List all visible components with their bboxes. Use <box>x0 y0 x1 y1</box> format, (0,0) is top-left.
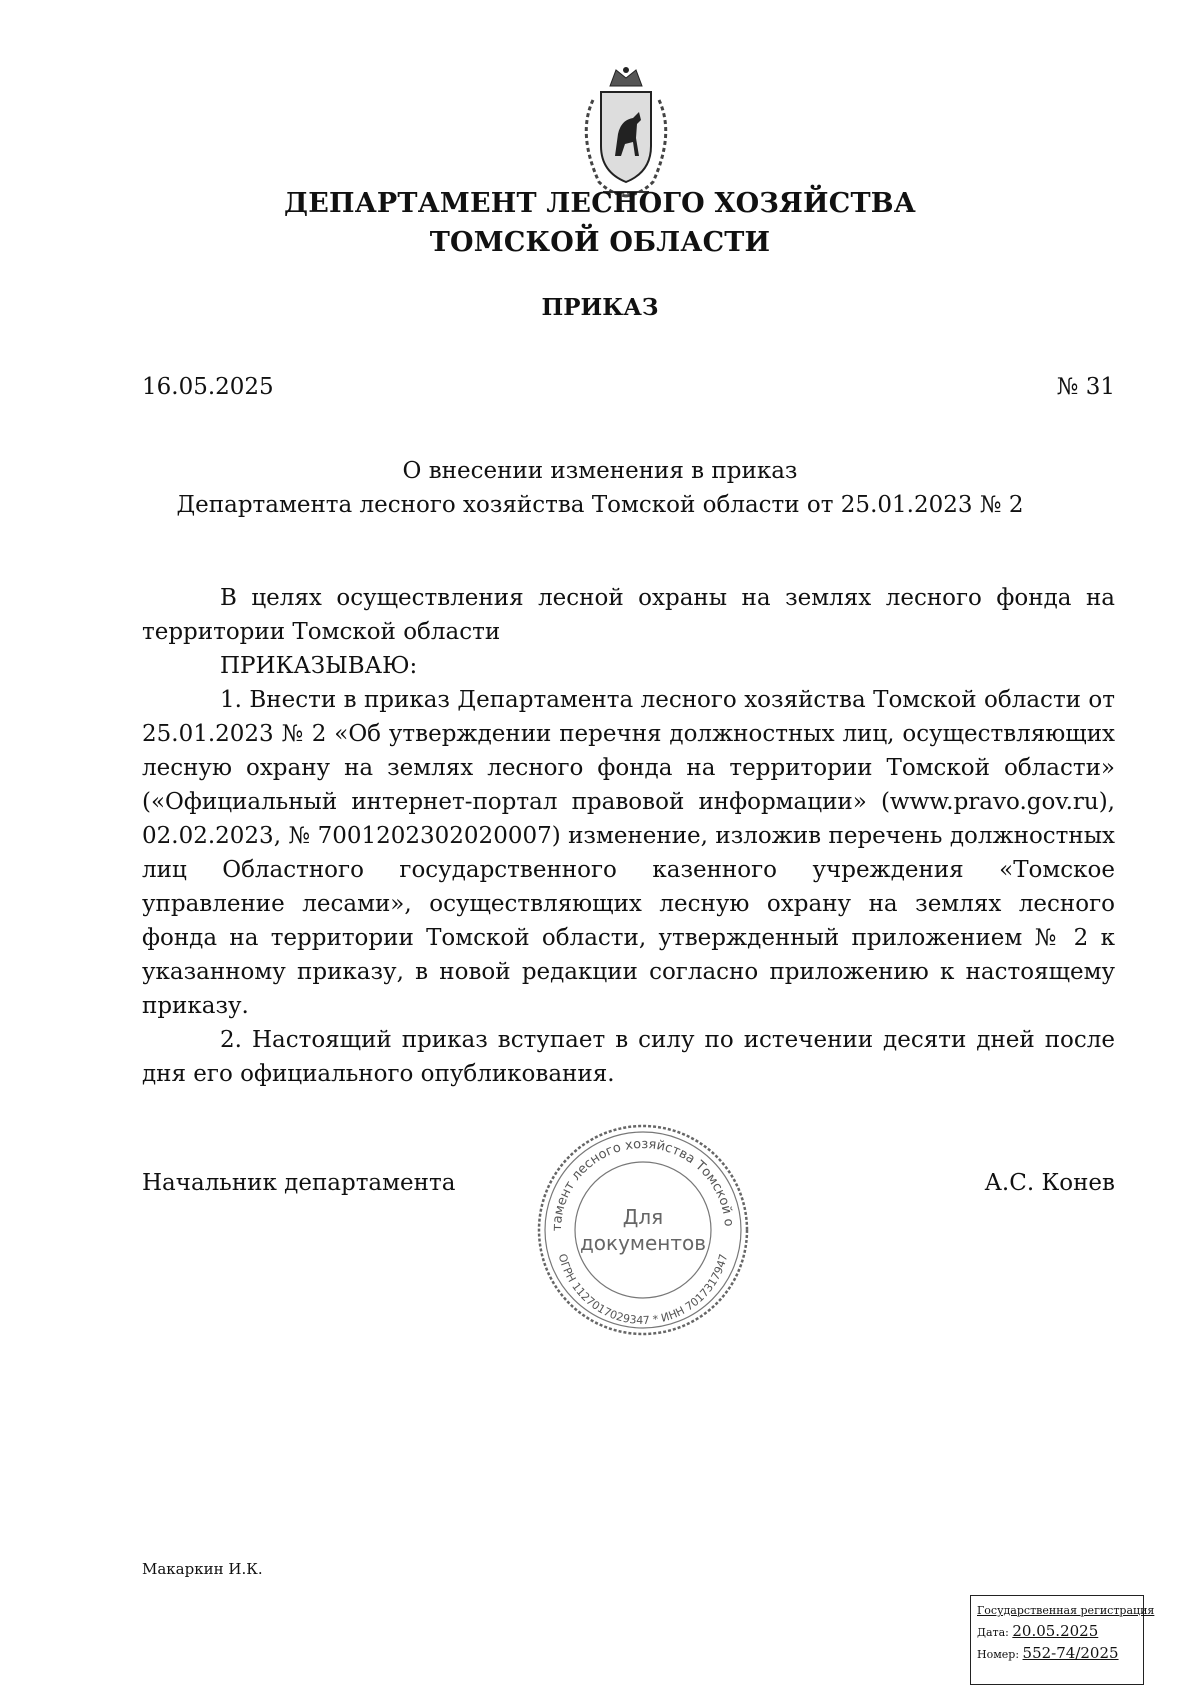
document-type: ПРИКАЗ <box>541 294 659 321</box>
order-number: № 31 <box>1056 374 1115 400</box>
department-name-line1: ДЕПАРТАМЕНТ ЛЕСНОГО ХОЗЯЙСТВА <box>284 188 916 219</box>
order-date: 16.05.2025 <box>142 374 274 400</box>
order-item-1: 1. Внести в приказ Департамента лесного хозяйства Томской области от 25.01.2023 № 2 «Об утверждении перечня должностных лиц, осуществляющих лесную охрану на землях лесного фонда на территории Томской области» («Официальный интернет-портал правовой информации» (www.pravo.gov.ru), 02.02.2023, № 7001202302020007) изменение, изложив перечень должностных лиц Областного государственного казенного учреждения «Томское управление лесами», осуществляющих лесную охрану на землях лесного фонда на территории Томской области, утвержденный приложением № 2 к указанному приказу, в новой редакции согласно приложению к настоящему приказу. <box>142 687 1115 1019</box>
registration-number: 552-74/2025 <box>1022 1644 1119 1662</box>
department-name-line2: ТОМСКОЙ ОБЛАСТИ <box>429 227 771 258</box>
subject-line2: Департамента лесного хозяйства Томской области от 25.01.2023 № 2 <box>176 492 1024 518</box>
official-stamp <box>533 1120 753 1340</box>
subject-line1: О внесении изменения в приказ <box>402 458 798 484</box>
stamp-center-line1: Для <box>622 1205 664 1229</box>
preamble: В целях осуществления лесной охраны на землях лесного фонда на территории Томской области <box>142 585 1115 645</box>
order-body <box>142 581 1115 1091</box>
registration-number-label: Номер: <box>977 1648 1020 1661</box>
registration-title: Государственная регистрация <box>977 1604 1155 1617</box>
registration-date-label: Дата: <box>977 1626 1009 1639</box>
registration-box <box>970 1595 1155 1685</box>
order-subject <box>0 454 1200 522</box>
signer-position: Начальник департамента <box>142 1170 456 1196</box>
coat-of-arms-icon <box>563 64 689 202</box>
stamp-center-line2: документов <box>579 1231 707 1255</box>
stamp-ring-bottom: ОГРН 1127017029347 * ИНН 7017317947 <box>555 1252 731 1328</box>
stamp-ring-text: тамент лесного хозяйства Томской о <box>549 1136 736 1232</box>
signer-name: А.С. Конев <box>984 1170 1115 1196</box>
registration-date: 20.05.2025 <box>1012 1622 1099 1640</box>
order-item-2: 2. Настоящий приказ вступает в силу по истечении десяти дней после дня его официального опубликования. <box>142 1027 1115 1087</box>
executor-name: Макаркин И.К. <box>142 1560 263 1578</box>
order-word: ПРИКАЗЫВАЮ: <box>220 653 418 679</box>
